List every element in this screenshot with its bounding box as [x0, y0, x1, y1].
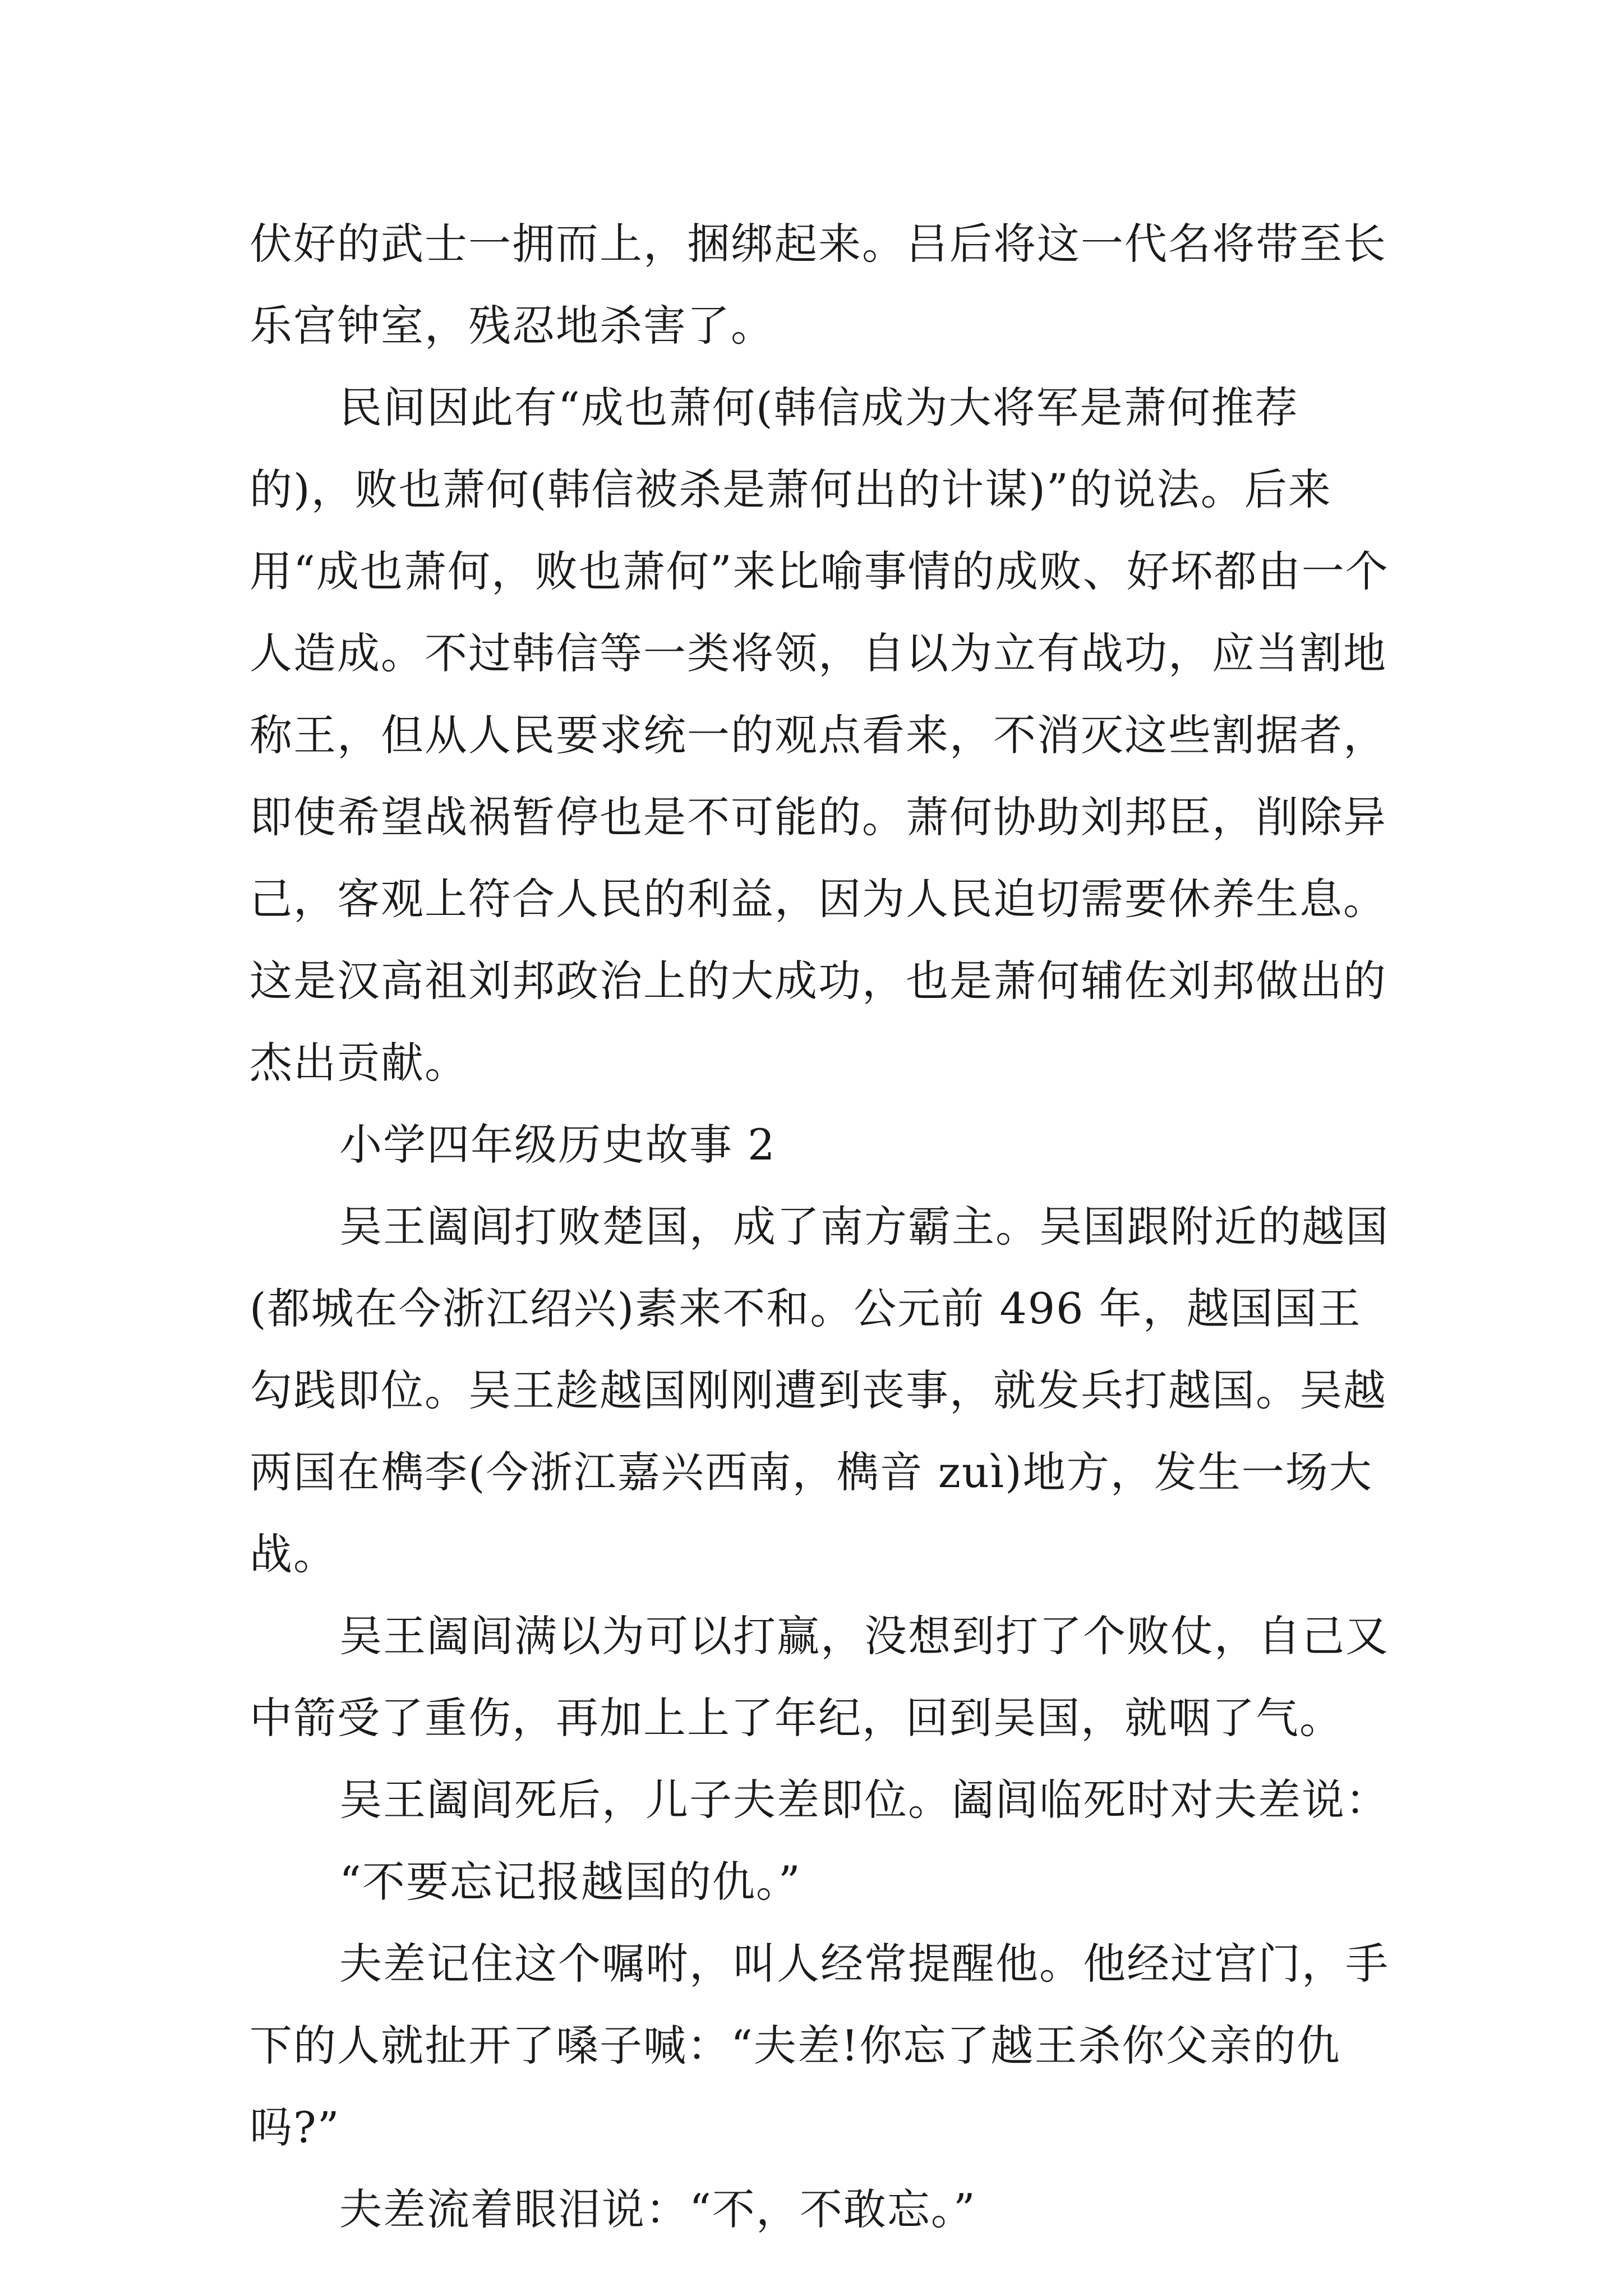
- paragraph-1: 伏好的武士一拥而上，捆绑起来。吕后将这一代名将带至长乐宫钟室，残忍地杀害了。: [250, 219, 1387, 351]
- story-paragraph-1: 吴王阖闾打败楚国，成了南方霸主。吴国跟附近的越国(都城在今浙江绍兴)素来不和。公元前 496 年，越国国王勾践即位。吴王趁越国刚刚遭到丧事，就发兵打越国。吴越两国在檇李(今浙江嘉兴西南，檇音 zuì)地方，发生一场大战。: [250, 1202, 1389, 1579]
- paragraph-2: 民间因此有“成也萧何(韩信成为大将军是萧何推荐的)，败也萧何(韩信被杀是萧何出的计谋)”的说法。后来用“成也萧何，败也萧何”来比喻事情的成败、好坏都由一个人造成。不过韩信等一类将领，自以为立有战功，应当割地称王，但从人民要求统一的观点看来，不消灭这些割据者，即使希望战祸暂停也是不可能的。萧何协助刘邦臣，削除异己，客观上符合人民的利益，因为人民迫切需要休养生息。这是汉高祖刘邦政治上的大成功，也是萧何辅佐刘邦做出的杰出贡献。: [250, 383, 1389, 1088]
- quote-line: “不要忘记报越国的仇。”: [339, 1857, 801, 1907]
- document-body: [250, 203, 1394, 2251]
- story-paragraph-2: 吴王阖闾满以为可以打赢，没想到打了个败仗，自己又中箭受了重伤，再加上上了年纪，回到吴国，就咽了气。: [250, 1611, 1389, 1743]
- closing-paragraph-2: 夫差流着眼泪说：“不，不敢忘。”: [339, 2184, 976, 2234]
- closing-paragraph-1: 夫差记住这个嘱咐，叫人经常提醒他。他经过宫门，手下的人就扯开了嗓子喊：“夫差!你忘了越王杀你父亲的仇吗?”: [250, 1939, 1389, 2152]
- story-paragraph-3: 吴王阖闾死后，儿子夫差即位。阖闾临死时对夫差说：: [339, 1775, 1389, 1825]
- section-heading: 小学四年级历史故事 2: [339, 1120, 776, 1170]
